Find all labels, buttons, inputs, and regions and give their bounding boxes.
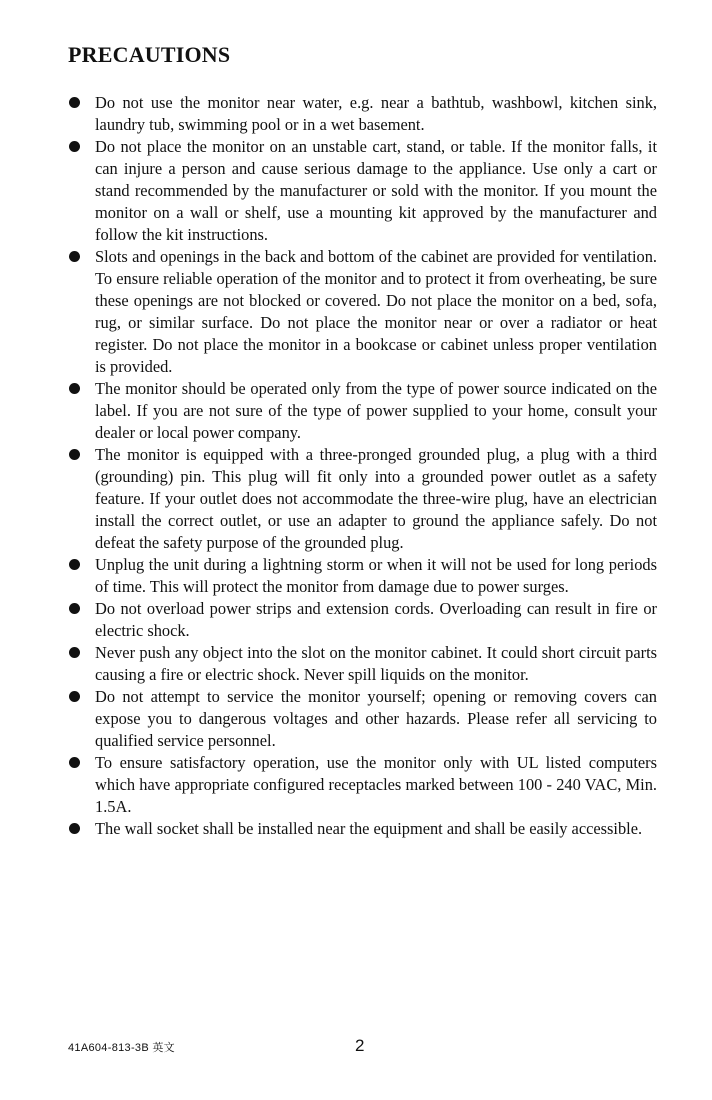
precautions-list <box>0 92 712 840</box>
precaution-text: The monitor should be operated only from the type of power source indicated on the label. If you are not sure of the type of power supplied to your home, consult your dealer or local power company. <box>95 379 657 442</box>
precaution-text: Do not place the monitor on an unstable cart, stand, or table. If the monitor falls, it can injure a person and cause serious damage to the appliance. Use only a cart or stand recommended by the manufacturer or sold with the monitor. If you mount the monitor on a wall or shelf, use a mounting kit approved by the manufacturer and follow the kit instructions. <box>95 137 657 244</box>
precaution-text: The monitor is equipped with a three-pronged grounded plug, a plug with a third (grounding) pin. This plug will fit only into a grounded power outlet as a safety feature. If your outlet does not accommodate the three-wire plug, have an electrician install the correct outlet, or use an adapter to ground the appliance safely. Do not defeat the safety purpose of the grounded plug. <box>95 445 657 552</box>
page-number: 2 <box>355 1036 365 1055</box>
precaution-text: Do not attempt to service the monitor yourself; opening or removing covers can expose you to dangerous voltages and other hazards. Please refer all servicing to qualified service personnel. <box>95 687 657 750</box>
precaution-item <box>0 598 712 642</box>
bullet-icon <box>69 449 80 460</box>
precaution-item <box>0 818 712 840</box>
bullet-icon <box>69 757 80 768</box>
footer-document-code: 41A604-813-3B 英文 <box>68 1042 175 1054</box>
precaution-item <box>0 752 712 818</box>
precaution-text: Never push any object into the slot on the monitor cabinet. It could short circuit parts causing a fire or electric shock. Never spill liquids on the monitor. <box>95 643 657 684</box>
bullet-icon <box>69 251 80 262</box>
precaution-item <box>0 642 712 686</box>
precaution-item <box>0 554 712 598</box>
page-title: PRECAUTIONS <box>68 42 231 67</box>
precaution-text: To ensure satisfactory operation, use the monitor only with UL listed computers which have appropriate configured receptacles marked between 100 - 240 VAC, Min. 1.5A. <box>95 753 657 816</box>
precaution-text: Unplug the unit during a lightning storm or when it will not be used for long periods of time. This will protect the monitor from damage due to power surges. <box>95 555 657 596</box>
precaution-text: The wall socket shall be installed near the equipment and shall be easily accessible. <box>95 819 643 838</box>
precaution-text: Do not use the monitor near water, e.g. near a bathtub, washbowl, kitchen sink, laundry tub, swimming pool or in a wet basement. <box>95 93 657 134</box>
bullet-icon <box>69 647 80 658</box>
bullet-icon <box>69 559 80 570</box>
precaution-item <box>0 92 712 136</box>
precaution-item <box>0 686 712 752</box>
precaution-item <box>0 378 712 444</box>
precaution-item <box>0 136 712 246</box>
bullet-icon <box>69 603 80 614</box>
bullet-icon <box>69 141 80 152</box>
precaution-text: Do not overload power strips and extension cords. Overloading can result in fire or electric shock. <box>95 599 657 640</box>
precaution-text: Slots and openings in the back and bottom of the cabinet are provided for ventilation. To ensure reliable operation of the monitor and to protect it from overheating, be sure these openings are not blocked or covered. Do not place the monitor on a bed, sofa, rug, or similar surface. Do not place the monitor near or over a radiator or heat register. Do not place the monitor in a bookcase or cabinet unless proper ventilation is provided. <box>95 247 657 376</box>
precaution-item <box>0 246 712 378</box>
bullet-icon <box>69 97 80 108</box>
bullet-icon <box>69 823 80 834</box>
bullet-icon <box>69 383 80 394</box>
bullet-icon <box>69 691 80 702</box>
precaution-item <box>0 444 712 554</box>
